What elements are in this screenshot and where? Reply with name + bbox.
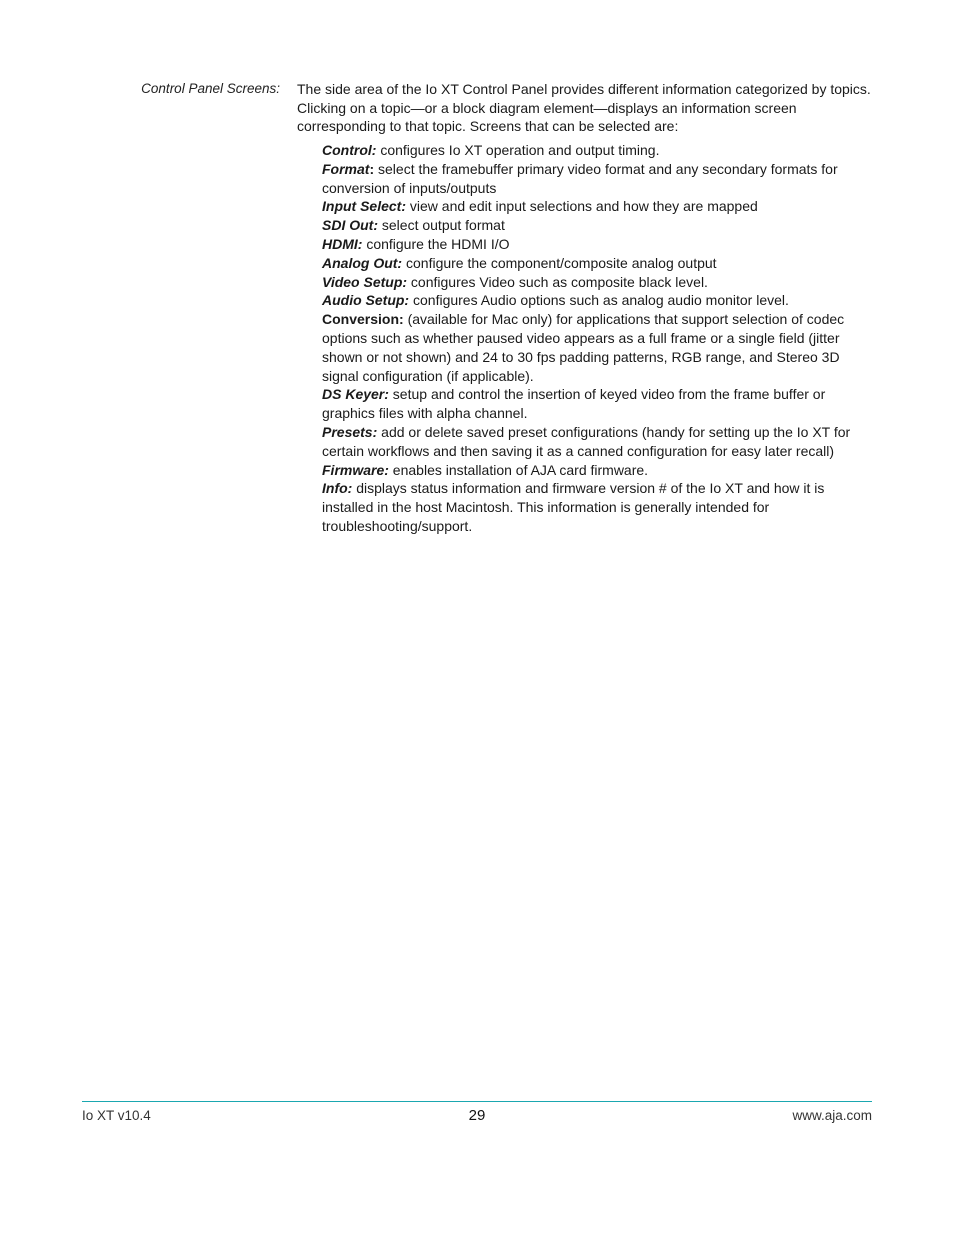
topic-item-presets [322,423,872,461]
section-label: Control Panel Screens: [141,81,280,96]
topic-term: SDI Out: [322,217,378,234]
topic-item-hdmi [322,235,872,254]
footer-website: www.aja.com [792,1108,872,1123]
topic-item-control [322,141,872,160]
page-number: 29 [468,1107,486,1124]
topic-list [322,141,872,536]
section-intro: The side area of the Io XT Control Panel provides different information categorized by topics. Clicking on a topic—or a block diagram element—displays an information screen corresponding to that topic. Screens that can be selected are: [297,81,871,135]
topic-desc: select output format [378,217,505,234]
topic-desc: add or delete saved preset configurations (handy for setting up the Io XT for certain workflows and then saving it as a canned configuration for easy later recall) [322,423,851,459]
topic-item-input-select [322,197,872,216]
topic-desc: enables installation of AJA card firmware. [388,461,649,478]
topic-desc: configures Io XT operation and output timing. [376,142,660,158]
topic-term: Format [322,160,370,177]
topic-desc: configure the HDMI I/O [362,235,510,252]
topic-desc: configures Video such as composite black level. [407,273,708,290]
topic-item-audio-setup [322,291,872,310]
topic-desc: select the framebuffer primary video format and any secondary formats for conversion of inputs/outputs [322,160,838,196]
topic-desc: configures Audio options such as analog audio monitor level. [409,292,789,309]
topic-term: Video Setup: [322,273,408,290]
topic-term: Presets: [322,423,378,440]
topic-term: Audio Setup: [322,292,410,309]
topic-item-info [322,479,872,535]
footer-rule [82,1101,872,1102]
topic-desc: view and edit input selections and how they are mapped [406,198,758,215]
topic-term-colon: : [369,160,375,177]
footer-doc-version: Io XT v10.4 [82,1108,151,1123]
topic-item-video-setup [322,273,872,292]
topic-item-firmware [322,461,872,480]
topic-term: Analog Out: [322,254,403,271]
topic-item-conversion [322,310,872,385]
topic-item-sdi-out [322,216,872,235]
topic-desc: displays status information and firmware version # of the Io XT and how it is installed in the host Macintosh. This information is generally intended for troubleshooting/support. [322,480,825,534]
topic-item-ds-keyer [322,385,872,423]
topic-term: Conversion: [322,311,404,328]
topic-term: Firmware: [322,461,389,478]
topic-desc: configure the component/composite analog output [402,254,717,271]
topic-desc: setup and control the insertion of keyed video from the frame buffer or graphics files with alpha channel. [322,386,826,422]
topic-term: Info: [322,480,353,497]
topic-item-format [322,160,872,198]
topic-term: HDMI: [322,235,363,252]
topic-item-analog-out [322,254,872,273]
topic-term: Input Select: [322,198,407,215]
topic-term: Control: [322,142,377,158]
topic-term: DS Keyer: [322,386,389,403]
topic-desc: (available for Mac only) for applications that support selection of codec options such as whether paused video appears as a full frame or a single field (jitter shown or not shown) and 24 to 30 fps padding patterns, RGB range, and Stereo 3D signal configuration (if applicable). [322,311,845,384]
